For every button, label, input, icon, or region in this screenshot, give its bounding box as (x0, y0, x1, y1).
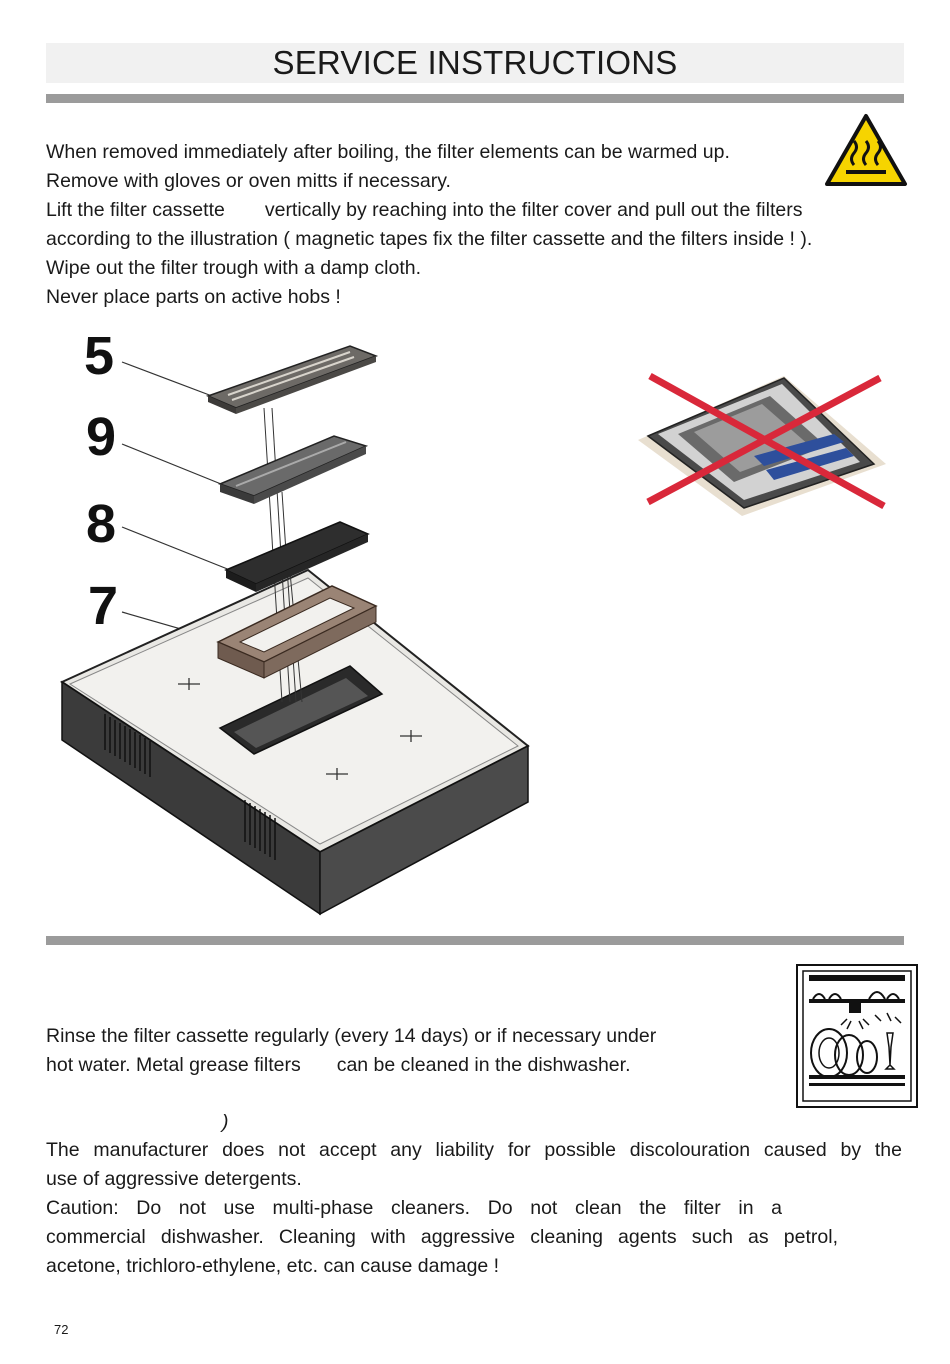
page-number: 72 (54, 1322, 69, 1337)
rinse-line-2 (46, 1051, 631, 1080)
rinse-line-1: Rinse the filter cassette regularly (every 14 days) or if necessary under (46, 1025, 657, 1047)
paragraph-line-1: When removed immediately after boiling, the filter elements can be warmed up. (46, 141, 730, 163)
paragraph-line-4: according to the illustration ( magnetic tapes fix the filter cassette and the filters inside ! ). (46, 228, 813, 250)
caution-line-3: acetone, trichloro-ethylene, etc. can cause damage ! (46, 1255, 500, 1277)
header-divider (46, 94, 904, 103)
diagram-label-5: 5 (84, 326, 115, 386)
rinse-text-start: hot water. Metal grease filters (46, 1054, 301, 1076)
diagram-label-7: 7 (88, 576, 119, 636)
rinse-text-end: can be cleaned in the dishwasher. (336, 1054, 631, 1076)
filter-exploded-diagram (50, 322, 540, 927)
lift-text-end: vertically by reaching into the filter cover and pull out the filters (264, 199, 803, 221)
paragraph-line-3 (46, 196, 802, 225)
diagram-label-9: 9 (86, 407, 117, 467)
liability-line-1: The manufacturer does not accept any liability for possible discolouration caused by the (46, 1139, 902, 1161)
dishwasher-safe-icon (795, 963, 919, 1114)
page-title: SERVICE INSTRUCTIONS (46, 43, 904, 83)
closing-parenthesis: ) (222, 1111, 229, 1133)
paragraph-line-5: Wipe out the filter trough with a damp cloth. (46, 257, 422, 279)
paragraph-line-2: Remove with gloves or oven mitts if necessary. (46, 170, 451, 192)
section-divider (46, 936, 904, 945)
lift-text-start: Lift the filter cassette (46, 199, 225, 221)
do-not-place-on-hob-icon (634, 368, 890, 525)
caution-line-1: Caution: Do not use multi-phase cleaners. Do not clean the filter in a (46, 1197, 782, 1219)
caution-line-2: commercial dishwasher. Cleaning with aggressive cleaning agents such as petrol, (46, 1226, 838, 1248)
paragraph-line-6: Never place parts on active hobs ! (46, 286, 341, 308)
diagram-label-8: 8 (86, 494, 117, 554)
liability-line-2: use of aggressive detergents. (46, 1168, 302, 1190)
hot-surface-warning-icon (824, 113, 908, 192)
